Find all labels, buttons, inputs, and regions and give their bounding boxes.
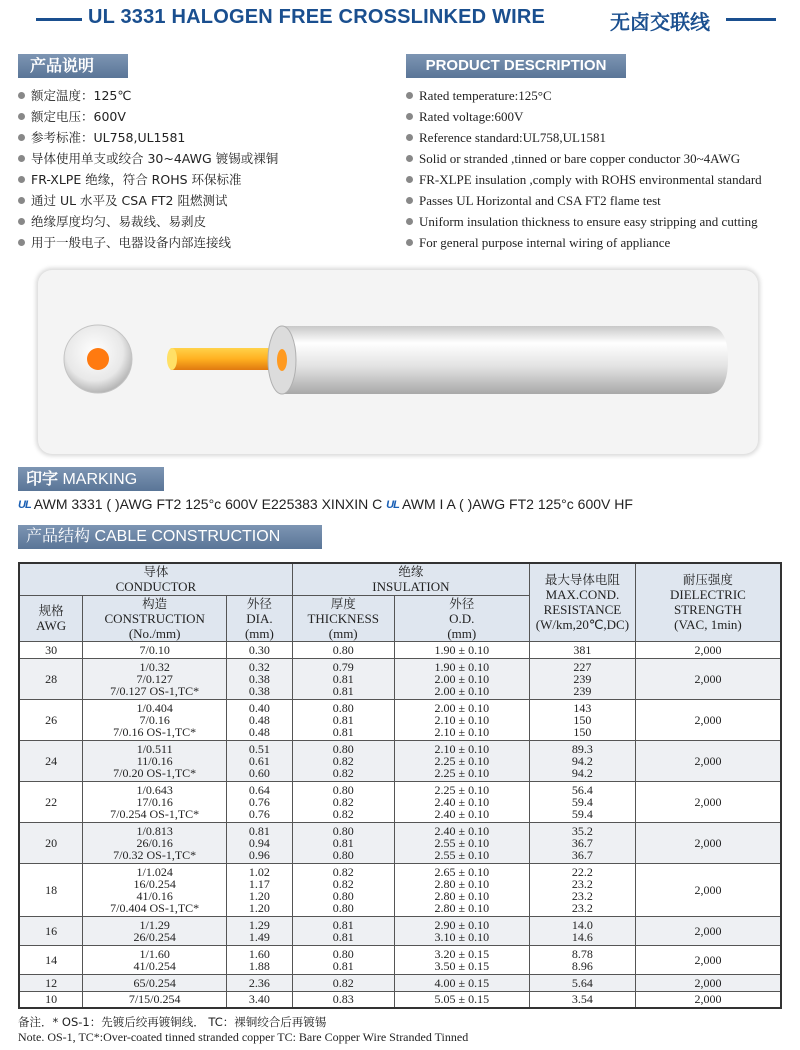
cell-dia-value: 1.60 bbox=[248, 946, 270, 961]
list-item: FR-XLPE 绝缘，符合 ROHS 环保标准 bbox=[18, 169, 278, 190]
construction-table-wrap bbox=[18, 562, 782, 1009]
cell-thickness-value: 0.82 bbox=[332, 765, 354, 780]
construction-table-body bbox=[19, 641, 781, 1008]
cell-thickness bbox=[292, 916, 394, 945]
table-row bbox=[19, 974, 781, 991]
cell-od-value: 2.80 ± 0.10 bbox=[434, 876, 490, 891]
cell-dia-value: 0.64 bbox=[248, 782, 270, 797]
cell-thickness-value: 0.80 bbox=[332, 782, 354, 797]
cell-od-value: 2.40 ± 0.10 bbox=[434, 794, 490, 809]
cell-dia-value: 0.30 bbox=[248, 642, 270, 657]
cell-thickness-value: 0.80 bbox=[332, 847, 354, 862]
cell-dia-value: 0.51 bbox=[248, 741, 270, 756]
cell-construction-value: 41/0.16 bbox=[136, 888, 173, 903]
cell-resistance-value: 59.4 bbox=[571, 806, 593, 821]
cell-thickness-value: 0.81 bbox=[332, 835, 354, 850]
cell-resistance bbox=[529, 740, 635, 781]
cell-construction bbox=[83, 641, 227, 658]
list-item: 参考标准：UL758,UL1581 bbox=[18, 127, 278, 148]
cell-resistance bbox=[529, 641, 635, 658]
header-awg: 规格 AWG bbox=[19, 595, 83, 641]
cell-thickness-value: 0.82 bbox=[332, 794, 354, 809]
cell-construction-value: 17/0.16 bbox=[136, 794, 173, 809]
cell-thickness-value: 0.82 bbox=[332, 876, 354, 891]
cell-od-value: 3.20 ± 0.15 bbox=[434, 946, 490, 961]
cell-dia bbox=[227, 740, 293, 781]
cell-dielectric: 2,000 bbox=[635, 641, 781, 658]
note-en: Note. OS-1, TC*:Over-coated tinned stranded copper TC: Bare Copper Wire Stranded Tinned bbox=[18, 1030, 469, 1044]
cell-dielectric: 2,000 bbox=[635, 974, 781, 991]
cell-construction bbox=[83, 945, 227, 974]
marking-label-cn: 印字 bbox=[26, 469, 59, 488]
cell-resistance-value: 8.78 bbox=[571, 946, 593, 961]
insulation-end-core bbox=[277, 349, 287, 371]
cell-construction-value: 16/0.254 bbox=[133, 876, 176, 891]
cell-dia-value: 0.61 bbox=[248, 753, 270, 768]
cell-construction-value: 11/0.16 bbox=[136, 753, 173, 768]
list-item: Uniform insulation thickness to ensure easy stripping and cutting bbox=[406, 211, 762, 232]
cell-dia bbox=[227, 822, 293, 863]
cell-awg: 20 bbox=[19, 822, 83, 863]
cell-construction-value: 1/0.404 bbox=[136, 700, 173, 715]
cell-construction bbox=[83, 822, 227, 863]
cell-resistance-value: 381 bbox=[573, 642, 592, 657]
cell-dia bbox=[227, 658, 293, 699]
cell-od bbox=[394, 740, 529, 781]
list-item: 通过 UL 水平及 CSA FT2 阻燃测试 bbox=[18, 190, 278, 211]
cell-thickness bbox=[292, 699, 394, 740]
section-label-product-desc-en: PRODUCT DESCRIPTION bbox=[406, 54, 626, 78]
table-row bbox=[19, 916, 781, 945]
cell-resistance-value: 23.2 bbox=[571, 876, 593, 891]
product-desc-list-en bbox=[406, 85, 762, 253]
list-item: 额定温度：125℃ bbox=[18, 85, 278, 106]
cell-dia bbox=[227, 974, 293, 991]
cell-od-value: 2.65 ± 0.10 bbox=[434, 864, 490, 879]
cell-dielectric: 2,000 bbox=[635, 863, 781, 916]
cell-thickness bbox=[292, 822, 394, 863]
cell-thickness-value: 0.82 bbox=[332, 975, 354, 990]
table-row bbox=[19, 641, 781, 658]
cell-awg: 28 bbox=[19, 658, 83, 699]
cell-dielectric: 2,000 bbox=[635, 916, 781, 945]
table-row bbox=[19, 699, 781, 740]
page-header bbox=[0, 6, 800, 32]
header-rule-left bbox=[36, 18, 82, 21]
cell-thickness-value: 0.80 bbox=[332, 823, 354, 838]
header-od: 外径 O.D. (mm) bbox=[394, 595, 529, 641]
cell-thickness-value: 0.80 bbox=[332, 700, 354, 715]
cell-construction-value: 65/0.254 bbox=[133, 975, 176, 990]
cell-resistance-value: 35.2 bbox=[571, 823, 593, 838]
page-title-cn: 无卤交联线 bbox=[610, 10, 710, 34]
cell-dia-value: 0.81 bbox=[248, 823, 270, 838]
cell-dielectric: 2,000 bbox=[635, 781, 781, 822]
cell-resistance-value: 56.4 bbox=[571, 782, 593, 797]
cell-thickness-value: 0.81 bbox=[332, 958, 354, 973]
marking-label-en: MARKING bbox=[62, 471, 138, 488]
cell-dia-value: 0.60 bbox=[248, 765, 270, 780]
cell-dielectric: 2,000 bbox=[635, 991, 781, 1008]
cell-od-value: 2.00 ± 0.10 bbox=[434, 683, 490, 698]
cell-resistance bbox=[529, 916, 635, 945]
cell-dia-value: 0.32 bbox=[248, 659, 270, 674]
cell-od-value: 2.10 ± 0.10 bbox=[434, 741, 490, 756]
cell-dia-value: 2.36 bbox=[248, 975, 270, 990]
cell-resistance bbox=[529, 699, 635, 740]
cell-thickness-value: 0.79 bbox=[332, 659, 354, 674]
cell-construction-value: 1/0.643 bbox=[136, 782, 173, 797]
cell-dia-value: 0.76 bbox=[248, 794, 270, 809]
cell-thickness-value: 0.81 bbox=[332, 724, 354, 739]
conductor-tip bbox=[167, 348, 177, 370]
cell-resistance-value: 5.64 bbox=[571, 975, 593, 990]
list-item: Solid or stranded ,tinned or bare copper conductor 30~4AWG bbox=[406, 148, 762, 169]
cell-construction-value: 7/0.254 OS-1,TC* bbox=[110, 806, 200, 821]
cell-resistance bbox=[529, 945, 635, 974]
list-item: 导体使用单支或绞合 30~4AWG 镀锡或裸铜 bbox=[18, 148, 278, 169]
header-dia: 外径 DIA. (mm) bbox=[227, 595, 293, 641]
cable-drawing bbox=[38, 270, 758, 454]
cell-od-value: 2.25 ± 0.10 bbox=[434, 765, 490, 780]
ul-logo-icon: UL bbox=[18, 499, 31, 511]
cell-dia-value: 0.96 bbox=[248, 847, 270, 862]
cell-resistance bbox=[529, 863, 635, 916]
product-desc-list-cn bbox=[18, 85, 278, 253]
cell-thickness bbox=[292, 991, 394, 1008]
cell-dia-value: 0.38 bbox=[248, 683, 270, 698]
cell-resistance-value: 23.2 bbox=[571, 888, 593, 903]
cell-thickness-value: 0.80 bbox=[332, 946, 354, 961]
list-item: 绝缘厚度均匀、易裁线、易剥皮 bbox=[18, 211, 278, 232]
cell-od bbox=[394, 781, 529, 822]
cell-resistance-value: 94.2 bbox=[571, 753, 593, 768]
cell-dia-value: 0.38 bbox=[248, 671, 270, 686]
cell-od-value: 2.40 ± 0.10 bbox=[434, 823, 490, 838]
cell-resistance-value: 143 bbox=[573, 700, 592, 715]
cell-awg: 22 bbox=[19, 781, 83, 822]
list-item: FR-XLPE insulation ,comply with ROHS environmental standard bbox=[406, 169, 762, 190]
cell-construction-value: 7/0.10 bbox=[139, 642, 170, 657]
table-row bbox=[19, 781, 781, 822]
cell-construction-value: 7/15/0.254 bbox=[128, 992, 181, 1007]
cell-thickness bbox=[292, 740, 394, 781]
cell-thickness-value: 0.81 bbox=[332, 683, 354, 698]
cell-od-value: 2.00 ± 0.10 bbox=[434, 700, 490, 715]
cell-dia-value: 0.94 bbox=[248, 835, 270, 850]
cell-construction-value: 7/0.127 bbox=[136, 671, 173, 686]
cell-resistance-value: 89.3 bbox=[571, 741, 593, 756]
cell-thickness-value: 0.80 bbox=[332, 741, 354, 756]
cell-od-value: 2.10 ± 0.10 bbox=[434, 724, 490, 739]
cell-construction-value: 1/1.60 bbox=[139, 946, 170, 961]
list-item: 用于一般电子、电器设备内部连接线 bbox=[18, 232, 278, 253]
cell-od-value: 2.90 ± 0.10 bbox=[434, 917, 490, 932]
cell-dia bbox=[227, 863, 293, 916]
table-row bbox=[19, 991, 781, 1008]
cell-thickness-value: 0.81 bbox=[332, 671, 354, 686]
cell-construction bbox=[83, 863, 227, 916]
cell-construction bbox=[83, 916, 227, 945]
cell-resistance-value: 8.96 bbox=[571, 958, 593, 973]
table-row bbox=[19, 658, 781, 699]
cell-dia bbox=[227, 781, 293, 822]
cell-od bbox=[394, 863, 529, 916]
page-title: UL 3331 HALOGEN FREE CROSSLINKED WIRE bbox=[88, 6, 546, 28]
cell-od-value: 3.50 ± 0.15 bbox=[434, 958, 490, 973]
cell-dia-value: 1.20 bbox=[248, 900, 270, 915]
cell-resistance bbox=[529, 658, 635, 699]
header-construction: 构造 CONSTRUCTION (No./mm) bbox=[83, 595, 227, 641]
cell-od-value: 2.00 ± 0.10 bbox=[434, 671, 490, 686]
cell-construction-value: 7/0.127 OS-1,TC* bbox=[110, 683, 200, 698]
cell-thickness-value: 0.82 bbox=[332, 864, 354, 879]
section-label-marking bbox=[18, 467, 164, 491]
cell-thickness bbox=[292, 863, 394, 916]
cell-construction bbox=[83, 658, 227, 699]
cell-dia-value: 1.17 bbox=[248, 876, 270, 891]
cell-dia bbox=[227, 641, 293, 658]
section-label-product-desc-cn: 产品说明 bbox=[18, 54, 128, 78]
cell-od-value: 2.80 ± 0.10 bbox=[434, 888, 490, 903]
cell-resistance-value: 14.6 bbox=[571, 929, 593, 944]
note-cn: 备注．* OS-1：先镀后绞再镀铜线． TC：裸铜绞合后再镀锡 bbox=[18, 1015, 327, 1029]
header-dielectric: 耐压强度 DIELECTRIC STRENGTH (VAC, 1min) bbox=[635, 563, 781, 641]
cell-dia bbox=[227, 699, 293, 740]
cell-thickness bbox=[292, 974, 394, 991]
cell-dia bbox=[227, 916, 293, 945]
table-row bbox=[19, 822, 781, 863]
cell-resistance-value: 94.2 bbox=[571, 765, 593, 780]
cell-dia-value: 0.48 bbox=[248, 724, 270, 739]
list-item: Rated voltage:600V bbox=[406, 106, 762, 127]
marking-line bbox=[18, 496, 633, 512]
cell-awg: 30 bbox=[19, 641, 83, 658]
cell-od-value: 4.00 ± 0.15 bbox=[434, 975, 490, 990]
cell-dia-value: 1.49 bbox=[248, 929, 270, 944]
cell-od bbox=[394, 822, 529, 863]
marking-text-2: AWM I A ( )AWG FT2 125°c 600V HF bbox=[401, 496, 633, 512]
cell-construction-value: 26/0.16 bbox=[136, 835, 173, 850]
list-item: Passes UL Horizontal and CSA FT2 flame test bbox=[406, 190, 762, 211]
cell-construction-value: 41/0.254 bbox=[133, 958, 176, 973]
cell-construction bbox=[83, 781, 227, 822]
cell-construction-value: 1/1.024 bbox=[136, 864, 173, 879]
cell-thickness bbox=[292, 658, 394, 699]
cell-od-value: 2.25 ± 0.10 bbox=[434, 753, 490, 768]
cell-od-value: 2.80 ± 0.10 bbox=[434, 900, 490, 915]
cell-thickness bbox=[292, 781, 394, 822]
cell-construction-value: 1/0.32 bbox=[139, 659, 170, 674]
header-thickness: 厚度 THICKNESS (mm) bbox=[292, 595, 394, 641]
cell-od bbox=[394, 974, 529, 991]
cell-dia-value: 0.48 bbox=[248, 712, 270, 727]
cell-construction-value: 1/0.813 bbox=[136, 823, 173, 838]
section-label-cable-construction: 产品结构 CABLE CONSTRUCTION bbox=[18, 525, 322, 549]
header-conductor: 导体 CONDUCTOR bbox=[19, 563, 292, 595]
cell-od bbox=[394, 945, 529, 974]
list-item: 额定电压：600V bbox=[18, 106, 278, 127]
cell-resistance bbox=[529, 974, 635, 991]
cell-construction bbox=[83, 699, 227, 740]
cell-construction bbox=[83, 740, 227, 781]
cell-thickness-value: 0.81 bbox=[332, 917, 354, 932]
cell-thickness-value: 0.80 bbox=[332, 888, 354, 903]
cell-dia-value: 0.40 bbox=[248, 700, 270, 715]
cell-construction-value: 7/0.404 OS-1,TC* bbox=[110, 900, 200, 915]
cell-thickness-value: 0.81 bbox=[332, 712, 354, 727]
header-insulation: 绝缘 INSULATION bbox=[292, 563, 529, 595]
cell-construction bbox=[83, 974, 227, 991]
cell-od bbox=[394, 699, 529, 740]
cell-dielectric: 2,000 bbox=[635, 945, 781, 974]
cross-section-conductor bbox=[87, 348, 109, 370]
construction-table bbox=[18, 562, 782, 1009]
cell-awg: 24 bbox=[19, 740, 83, 781]
cell-thickness bbox=[292, 945, 394, 974]
conductor-wire bbox=[170, 348, 280, 370]
cell-dia bbox=[227, 991, 293, 1008]
list-item: For general purpose internal wiring of appliance bbox=[406, 232, 762, 253]
cell-construction-value: 26/0.254 bbox=[133, 929, 176, 944]
cell-thickness-value: 0.80 bbox=[332, 642, 354, 657]
cell-od bbox=[394, 991, 529, 1008]
cell-resistance-value: 150 bbox=[573, 712, 592, 727]
cell-resistance bbox=[529, 991, 635, 1008]
cell-od bbox=[394, 658, 529, 699]
cell-dia-value: 3.40 bbox=[248, 992, 270, 1007]
cell-awg: 10 bbox=[19, 991, 83, 1008]
cell-dielectric: 2,000 bbox=[635, 740, 781, 781]
cell-od-value: 2.25 ± 0.10 bbox=[434, 782, 490, 797]
cell-dia-value: 1.20 bbox=[248, 888, 270, 903]
cell-dielectric: 2,000 bbox=[635, 822, 781, 863]
cell-dia-value: 1.29 bbox=[248, 917, 270, 932]
table-row bbox=[19, 945, 781, 974]
cell-resistance-value: 59.4 bbox=[571, 794, 593, 809]
cell-resistance-value: 239 bbox=[573, 683, 592, 698]
cell-awg: 18 bbox=[19, 863, 83, 916]
cell-awg: 26 bbox=[19, 699, 83, 740]
cell-od-value: 2.55 ± 0.10 bbox=[434, 847, 490, 862]
list-item: Reference standard:UL758,UL1581 bbox=[406, 127, 762, 148]
cell-od bbox=[394, 641, 529, 658]
cell-resistance-value: 227 bbox=[573, 659, 592, 674]
cell-resistance-value: 239 bbox=[573, 671, 592, 686]
cell-construction bbox=[83, 991, 227, 1008]
cell-awg: 12 bbox=[19, 974, 83, 991]
cell-thickness-value: 0.83 bbox=[332, 992, 354, 1007]
cell-thickness-value: 0.80 bbox=[332, 900, 354, 915]
cell-dia-value: 1.88 bbox=[248, 958, 270, 973]
cell-thickness-value: 0.82 bbox=[332, 753, 354, 768]
cell-construction-value: 7/0.20 OS-1,TC* bbox=[113, 765, 197, 780]
header-rule-right bbox=[726, 18, 776, 21]
cell-resistance bbox=[529, 822, 635, 863]
cell-construction-value: 1/1.29 bbox=[139, 917, 170, 932]
cell-od-value: 1.90 ± 0.10 bbox=[434, 642, 490, 657]
cell-construction-value: 7/0.16 OS-1,TC* bbox=[113, 724, 197, 739]
cell-dia-value: 1.02 bbox=[248, 864, 270, 879]
cell-dielectric: 2,000 bbox=[635, 699, 781, 740]
cell-od-value: 2.10 ± 0.10 bbox=[434, 712, 490, 727]
cell-resistance-value: 14.0 bbox=[571, 917, 593, 932]
cell-dia bbox=[227, 945, 293, 974]
table-row bbox=[19, 740, 781, 781]
cell-resistance-value: 22.2 bbox=[571, 864, 593, 879]
cell-thickness bbox=[292, 641, 394, 658]
cell-dielectric: 2,000 bbox=[635, 658, 781, 699]
cell-resistance-value: 36.7 bbox=[571, 835, 593, 850]
cell-resistance-value: 23.2 bbox=[571, 900, 593, 915]
cell-od-value: 5.05 ± 0.15 bbox=[434, 992, 490, 1007]
list-item: Rated temperature:125°C bbox=[406, 85, 762, 106]
cell-construction-value: 7/0.16 bbox=[139, 712, 170, 727]
cell-od-value: 2.40 ± 0.10 bbox=[434, 806, 490, 821]
cable-illustration bbox=[38, 270, 758, 454]
cell-awg: 14 bbox=[19, 945, 83, 974]
cell-od-value: 2.55 ± 0.10 bbox=[434, 835, 490, 850]
cell-dia-value: 0.76 bbox=[248, 806, 270, 821]
cell-resistance-value: 3.54 bbox=[571, 992, 593, 1007]
table-row bbox=[19, 863, 781, 916]
ul-logo-icon: UL bbox=[386, 499, 399, 511]
cell-thickness-value: 0.81 bbox=[332, 929, 354, 944]
cell-construction-value: 7/0.32 OS-1,TC* bbox=[113, 847, 197, 862]
cell-resistance-value: 150 bbox=[573, 724, 592, 739]
cell-construction-value: 1/0.511 bbox=[136, 741, 173, 756]
cell-od-value: 1.90 ± 0.10 bbox=[434, 659, 490, 674]
header-resistance: 最大导体电阻 MAX.COND. RESISTANCE (W/km,20℃,DC) bbox=[529, 563, 635, 641]
cell-resistance bbox=[529, 781, 635, 822]
insulation-body bbox=[282, 326, 728, 394]
cell-resistance-value: 36.7 bbox=[571, 847, 593, 862]
cell-thickness-value: 0.82 bbox=[332, 806, 354, 821]
cell-awg: 16 bbox=[19, 916, 83, 945]
marking-text-1: AWM 3331 ( )AWG FT2 125°c 600V E225383 XINXIN C bbox=[33, 496, 383, 512]
cell-od bbox=[394, 916, 529, 945]
cell-od-value: 3.10 ± 0.10 bbox=[434, 929, 490, 944]
